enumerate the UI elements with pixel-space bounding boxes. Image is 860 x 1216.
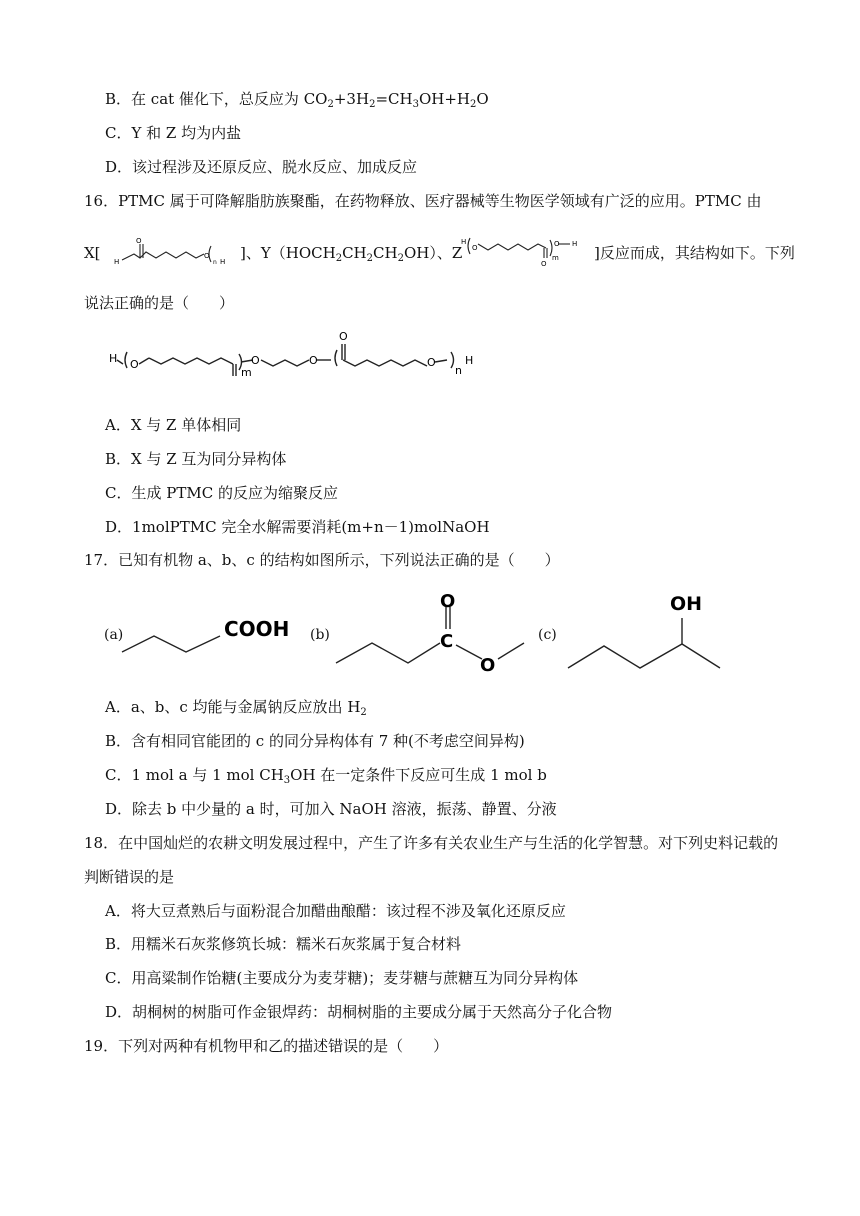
q17-structure-b: [332, 585, 532, 680]
q16-z-h-atom: H: [461, 238, 467, 246]
q17-label-a: (a): [104, 627, 124, 643]
q16-option-a: A．X 与 Z 单体相同: [105, 416, 242, 434]
q17-option-c: C．1 mol a 与 1 mol $CH_3OH$ 在一定条件下反应可生成 1 mol b: [105, 766, 547, 786]
q17-label-c: (c): [538, 627, 557, 643]
q16-x-h2-atom: H: [220, 258, 226, 266]
q17-option-d: D．除去 b 中少量的 a 时，可加入 NaOH 溶液，振荡、静置、分液: [105, 800, 557, 818]
q17-option-b: B．含有相同官能团的 c 的同分异构体有 7 种(不考虑空间异构): [105, 732, 525, 750]
q16-z-m-label: m: [552, 254, 559, 262]
q16-z-o3-atom: O: [554, 240, 560, 248]
q17-b-carbonyl-o: O: [440, 591, 456, 612]
q16-x-o-atom: O: [136, 237, 142, 245]
q17-b-carbon: C: [440, 631, 454, 652]
q16-ptmc-o5: O: [427, 356, 436, 369]
q18-option-c: C．用高粱制作饴糖(主要成分为麦芽糖)；麦芽糖与蔗糖互为同分异构体: [105, 969, 579, 987]
q16-ptmc-h-right: H: [465, 354, 474, 367]
q16-option-b: B．X 与 Z 互为同分异构体: [105, 450, 287, 468]
q16-monomer-z-structure: [458, 230, 583, 270]
q16-z-o2-atom: O: [541, 260, 547, 268]
q16-ptmc-o2: O: [251, 354, 260, 367]
q16-ptmc-m-label: m: [241, 366, 252, 379]
q16-stem-x-open: X[: [84, 244, 101, 262]
q18-stem-line1: 18．在中国灿烂的农耕文明发展过程中，产生了许多有关农业生产与生活的化学智慧。对下列史料记载的: [84, 834, 779, 852]
q17-stem: 17．已知有机物 a、b、c 的结构如图所示，下列说法正确的是（ ）: [84, 551, 560, 569]
q17-structure-c: [564, 588, 729, 673]
q16-stem-line2-tail: ]反应而成，其结构如下。下列: [594, 244, 795, 262]
q15-option-c: C．Y 和 Z 均为内盐: [105, 124, 242, 142]
q17-a-cooh-group: COOH: [224, 617, 290, 641]
q17-label-b: (b): [310, 627, 330, 643]
q16-x-n-label: n: [213, 259, 217, 266]
q17-structure-a: [120, 610, 305, 660]
q17-option-a: A．a、b、c 均能与金属钠反应放出 $H_2$: [105, 698, 367, 718]
q16-option-c: C．生成 PTMC 的反应为缩聚反应: [105, 484, 338, 502]
q16-ptmc-o3: O: [309, 354, 318, 367]
q17-b-ether-o: O: [480, 655, 496, 676]
q16-monomer-x-structure: [112, 234, 232, 270]
q16-stem-line1: 16．PTMC 属于可降解脂肪族聚酯，在药物释放、医疗器械等生物医学领域有广泛的应用。PTMC 由: [84, 192, 762, 210]
q16-z-o-atom: O: [472, 244, 478, 252]
q16-ptmc-n-label: n: [455, 364, 462, 377]
q18-option-b: B．用糯米石灰浆修筑长城：糯米石灰浆属于复合材料: [105, 935, 462, 953]
q16-x-o2-atom: O: [204, 252, 210, 260]
q19-stem: 19．下列对两种有机物甲和乙的描述错误的是（ ）: [84, 1037, 449, 1055]
q16-stem-y: ]、$Y(HOCH_2CH_2CH_2OH)$、Z: [240, 244, 463, 264]
q16-option-d: D．1molPTMC 完全水解需要消耗(m+n－1)molNaOH: [105, 518, 490, 536]
q18-option-d: D．胡桐树的树脂可作金银焊药：胡桐树脂的主要成分属于天然高分子化合物: [105, 1003, 613, 1021]
q15-option-b: B．在 cat 催化下，总反应为 $CO_2+3H_2=CH_3OH+H_2O$: [105, 90, 489, 110]
q18-stem-line2: 判断错误的是: [84, 868, 175, 886]
q18-option-a: A．将大豆煮熟后与面粉混合加醋曲酿醋：该过程不涉及氧化还原反应: [105, 902, 566, 920]
q15-option-d: D．该过程涉及还原反应、脱水反应、加成反应: [105, 158, 418, 176]
q17-c-hydroxyl: OH: [670, 593, 703, 615]
q16-x-h-atom: H: [114, 258, 120, 266]
q16-ptmc-o4: O: [339, 330, 348, 343]
q16-ptmc-structure: [105, 324, 485, 380]
q16-stem-line3: 说法正确的是（ ）: [84, 294, 235, 312]
q16-ptmc-h-left: H: [109, 352, 118, 365]
q16-ptmc-o1: O: [130, 358, 139, 371]
q16-z-h2-atom: H: [572, 240, 578, 248]
